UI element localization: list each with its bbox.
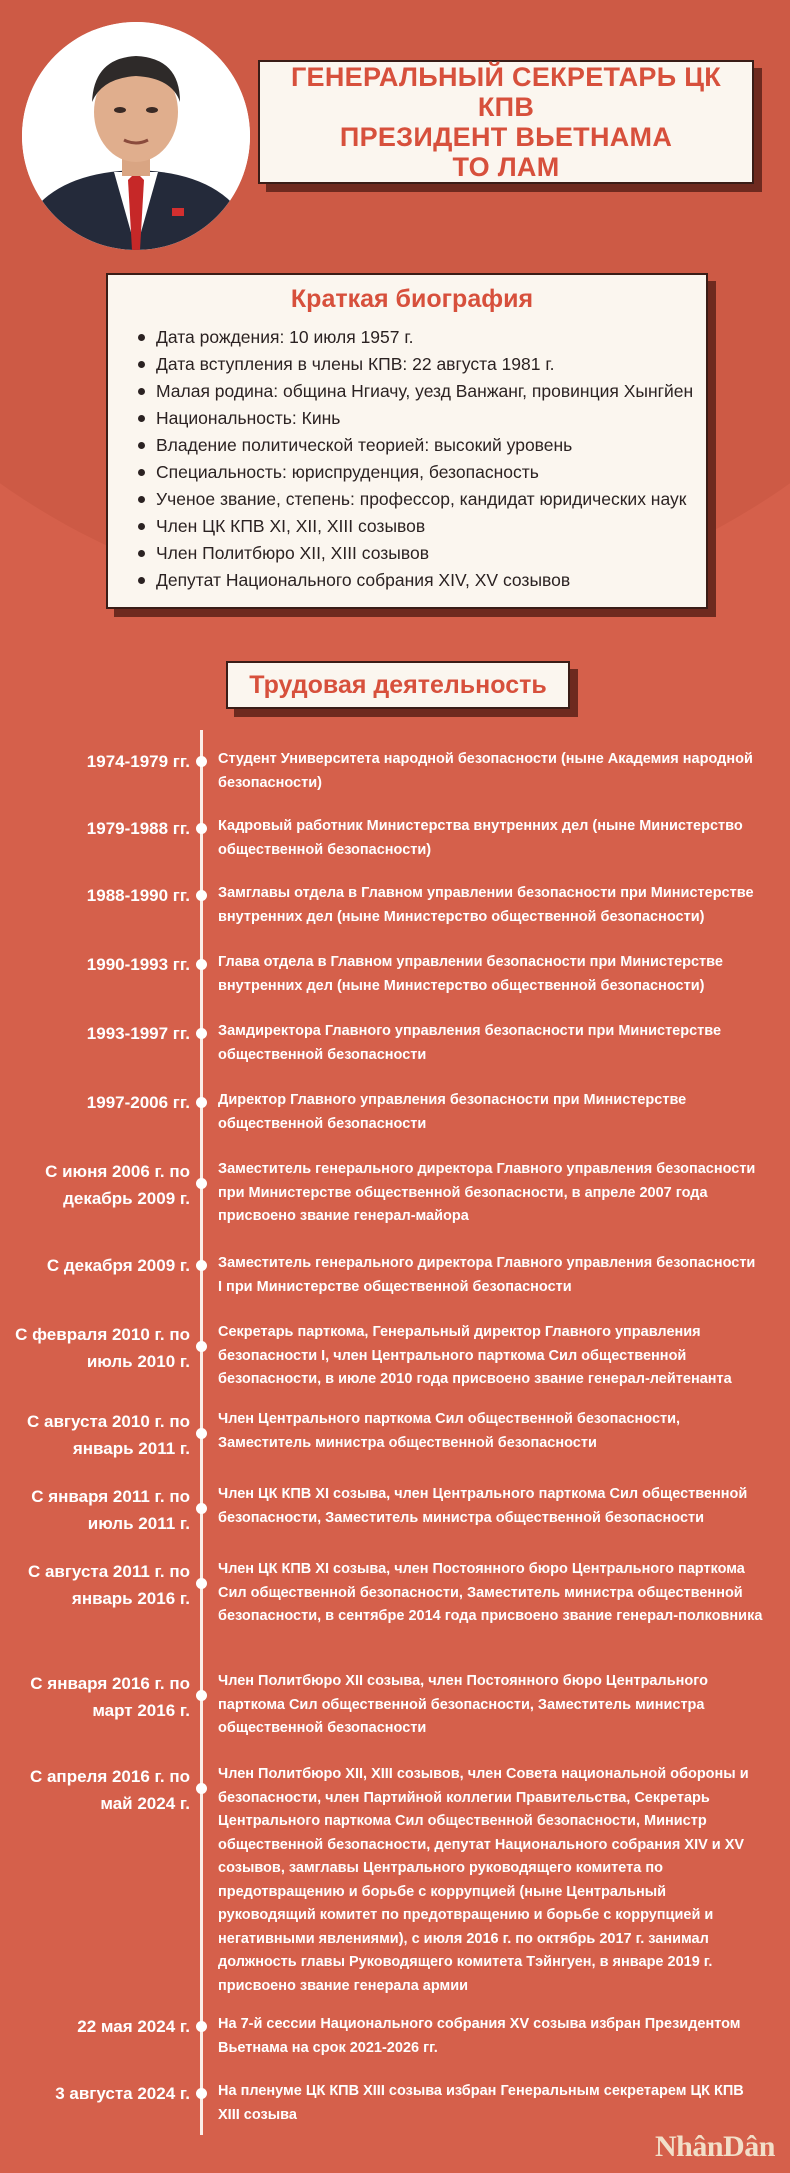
timeline-description: Замглавы отдела в Главном управлении безопасности при Министерстве внутренних дел (ныне Министерство общественной безопасности)	[218, 885, 754, 925]
timeline-date: 22 мая 2024 г.	[77, 2017, 190, 2036]
timeline-dot	[196, 1428, 207, 1439]
timeline-date: С февраля 2010 г. по июль 2010 г.	[15, 1325, 190, 1371]
timeline-description: Студент Университета народной безопасности (ныне Академия народной безопасности)	[218, 751, 753, 791]
timeline-description: На пленуме ЦК КПВ XIII созыва избран Генеральным секретарем ЦК КПВ XIII созыва	[218, 2083, 744, 2123]
timeline-dot	[196, 1097, 207, 1108]
biography-list	[138, 324, 694, 594]
title-line-name: ТО ЛАМ	[452, 152, 560, 182]
bio-item: Дата вступления в члены КПВ: 22 августа 1981 г.	[138, 351, 686, 378]
title-card	[258, 60, 754, 184]
timeline-description: Член Политбюро XII, XIII созывов, член Совета национальной обороны и безопасности, член Партийной коллегии Правительства, Секретарь Центрального парткома Сил общественной безопасности, Министр общественной безопасности, депутат Национального собрания XIV и XV созывов, замглавы Центрального руководящего комитета по предотвращению и борьбе с коррупцией (ныне Центральный руководящий комитет по предотвращению и борьбе с коррупцией и негативными явлениями), с июля 2016 г. по октябрь 2017 г. занимал должность главы Руководящего комитета Тэйнгуен, в январе 2019 г. присвоено звание генерала армии	[218, 1766, 749, 1994]
timeline-date: 1990-1993 гг.	[86, 955, 190, 974]
portrait-photo	[22, 22, 250, 250]
timeline-dot	[196, 823, 207, 834]
title-line-position: ГЕНЕРАЛЬНЫЙ СЕКРЕТАРЬ ЦК КПВ	[290, 62, 722, 122]
timeline-dot	[196, 1341, 207, 1352]
timeline-dot	[196, 1178, 207, 1189]
career-heading-card	[226, 661, 570, 709]
timeline-dot	[196, 1690, 207, 1701]
timeline-date: 3 августа 2024 г.	[55, 2084, 190, 2103]
timeline-description: Член ЦК КПВ XI созыва, член Постоянного бюро Центрального парткома Сил общественной безопасности, Заместитель министра общественной безопасности, в сентябре 2014 года присвоено звание генерал-полковника	[218, 1561, 763, 1624]
timeline-date: С января 2011 г. по июль 2011 г.	[31, 1487, 190, 1533]
timeline-description: Член ЦК КПВ XI созыва, член Центрального парткома Сил общественной безопасности, Заместитель министра общественной безопасности	[218, 1486, 748, 1526]
timeline-date: 1993-1997 гг.	[86, 1024, 190, 1043]
timeline-dot	[196, 1260, 207, 1271]
timeline-date: С апреля 2016 г. по май 2024 г.	[29, 1767, 190, 1813]
timeline-date: 1974-1979 гг.	[86, 752, 190, 771]
timeline-description: На 7-й сессии Национального собрания XV созыва избран Президентом Вьетнама на срок 2021-2026 гг.	[218, 2016, 741, 2056]
timeline-description: Глава отдела в Главном управлении безопасности при Министерстве внутренних дел (ныне Министерство общественной безопасности)	[218, 954, 723, 994]
timeline-dot	[196, 2088, 207, 2099]
timeline-date: С декабря 2009 г.	[46, 1256, 190, 1275]
biography-card	[106, 273, 708, 609]
title-line-president: ПРЕЗИДЕНТ ВЬЕТНАМА	[339, 122, 673, 152]
timeline-date: С января 2016 г. по март 2016 г.	[30, 1674, 190, 1720]
timeline-date: С августа 2010 г. по январь 2011 г.	[27, 1412, 190, 1458]
timeline-dot	[196, 1503, 207, 1514]
timeline-dot	[196, 1783, 207, 1794]
timeline-description: Заместитель генерального директора Главного управления безопасности I при Министерстве общественной безопасности	[218, 1255, 756, 1295]
timeline-dot	[196, 756, 207, 767]
timeline-description: Член Центрального парткома Сил общественной безопасности, Заместитель министра общественной безопасности	[218, 1411, 681, 1451]
timeline-description: Секретарь парткома, Генеральный директор Главного управления безопасности I, член Центрального парткома Сил общественной безопасности, в июле 2010 года присвоено звание генерал-лейтенанта	[218, 1324, 732, 1387]
bio-item: Малая родина: община Нгиачу, уезд Ванжанг, провинция Хынгйен	[138, 378, 686, 405]
portrait-illustration	[22, 22, 250, 250]
bio-item: Член ЦК КПВ XI, XII, XIII созывов	[138, 513, 686, 540]
timeline-description: Член Политбюро XII созыва, член Постоянного бюро Центрального парткома Сил общественной безопасности, Заместитель министра общественной безопасности	[218, 1673, 708, 1736]
timeline-description: Замдиректора Главного управления безопасности при Министерстве общественной безопасности	[218, 1023, 722, 1063]
timeline-date: 1988-1990 гг.	[86, 886, 190, 905]
timeline-date: С июня 2006 г. по декабрь 2009 г.	[45, 1162, 190, 1208]
bio-item: Владение политической теорией: высокий уровень	[138, 432, 686, 459]
timeline-date: 1979-1988 гг.	[86, 819, 190, 838]
nhandan-logo: NhânDân	[655, 2130, 775, 2163]
bio-item: Специальность: юриспруденция, безопасность	[138, 459, 686, 486]
bio-item: Национальность: Кинь	[138, 405, 686, 432]
timeline-dot	[196, 1028, 207, 1039]
bio-item: Депутат Национального собрания XIV, XV созывов	[138, 567, 686, 594]
bio-item: Дата рождения: 10 июля 1957 г.	[138, 324, 686, 351]
timeline-date: 1997-2006 гг.	[86, 1093, 190, 1112]
bio-item: Ученое звание, степень: профессор, кандидат юридических наук	[138, 486, 686, 513]
timeline-date: С августа 2011 г. по январь 2016 г.	[27, 1562, 190, 1608]
timeline-dot	[196, 959, 207, 970]
career-heading: Трудовая деятельность	[249, 670, 547, 699]
timeline-dot	[196, 890, 207, 901]
biography-heading: Краткая биография	[290, 285, 534, 313]
timeline-description: Кадровый работник Министерства внутренних дел (ныне Министерство общественной безопасности)	[218, 818, 743, 858]
timeline-dot	[196, 2021, 207, 2032]
timeline-dot	[196, 1578, 207, 1589]
bio-item: Член Политбюро XII, XIII созывов	[138, 540, 686, 567]
timeline-description: Директор Главного управления безопасности при Министерстве общественной безопасности	[218, 1092, 687, 1132]
timeline-description: Заместитель генерального директора Главного управления безопасности при Министерстве общественной безопасности, в апреле 2007 года присвоено звание генерал-майора	[218, 1161, 756, 1224]
